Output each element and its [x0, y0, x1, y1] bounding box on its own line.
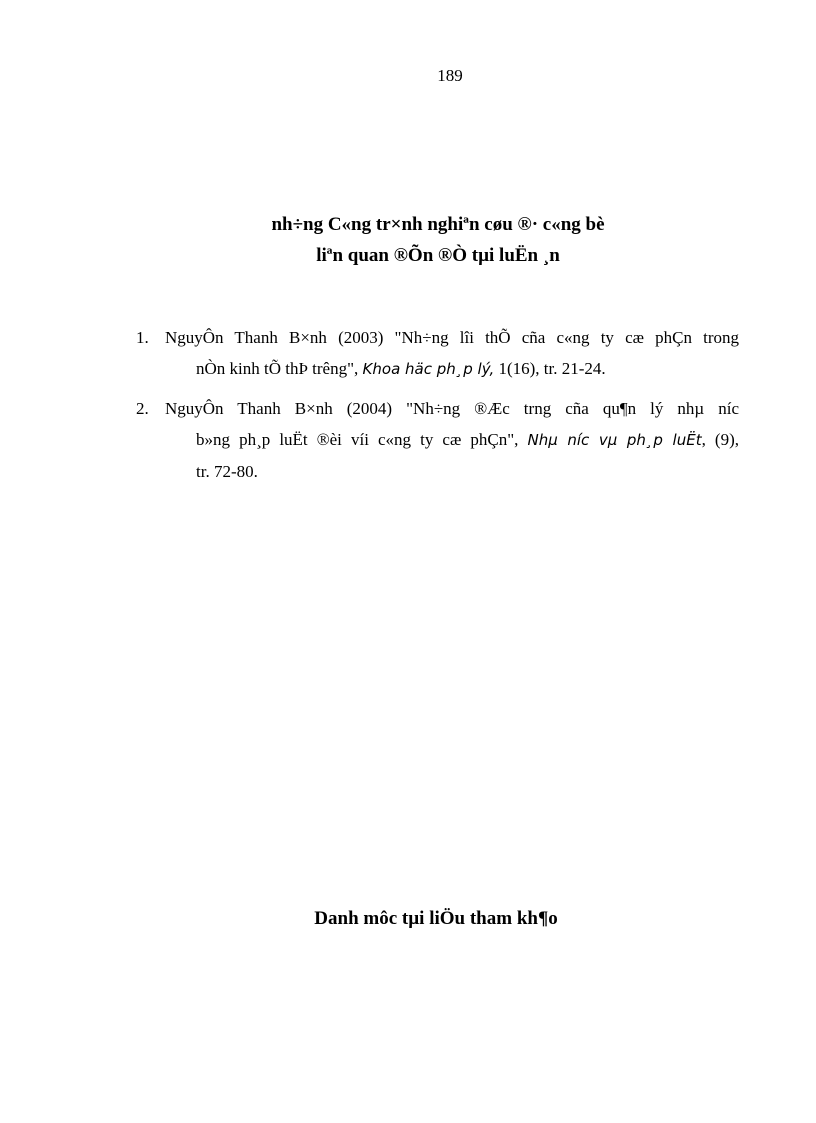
page-number: 189 — [437, 66, 463, 85]
reference-line — [196, 353, 739, 385]
reference-line: tr. 72-80. — [196, 462, 258, 481]
reference-line — [165, 393, 739, 424]
reference-line — [196, 424, 739, 456]
reference-item — [136, 322, 739, 385]
reference-text: , (9), — [701, 430, 739, 449]
reference-text: nÒn kinh tÕ thÞ trêng", — [196, 359, 363, 378]
journal-title: Khoa häc ph¸p lý, — [362, 360, 495, 378]
reference-text: b»ng ph¸p luËt ®èi víi c«ng ty cæ phÇn", — [196, 430, 528, 449]
reference-list — [136, 322, 739, 495]
reference-number: 1. — [136, 328, 149, 347]
journal-title: Nhµ níc vµ ph¸p luËt — [527, 431, 702, 449]
reference-number: 2. — [136, 399, 149, 418]
reference-text: NguyÔn Thanh B×nh (2004) "Nh÷ng ®Æc trng cña qu¶n lý nhµ níc — [165, 399, 739, 418]
bibliography-title: Danh môc tµi liÖu tham kh¶o — [314, 908, 558, 929]
reference-item — [136, 393, 739, 487]
reference-text: 1(16), tr. 21-24. — [494, 359, 606, 378]
section-heading-line-1: nh÷ng C«ng tr×nh nghiªn cøu ®· c«ng bè — [271, 214, 605, 235]
reference-line — [165, 322, 739, 353]
reference-text: NguyÔn Thanh B×nh (2003) "Nh÷ng lîi thÕ cña c«ng ty cæ phÇn trong — [165, 328, 739, 347]
section-heading-line-2: liªn quan ®Õn ®Ò tµi luËn ¸n — [316, 245, 560, 266]
